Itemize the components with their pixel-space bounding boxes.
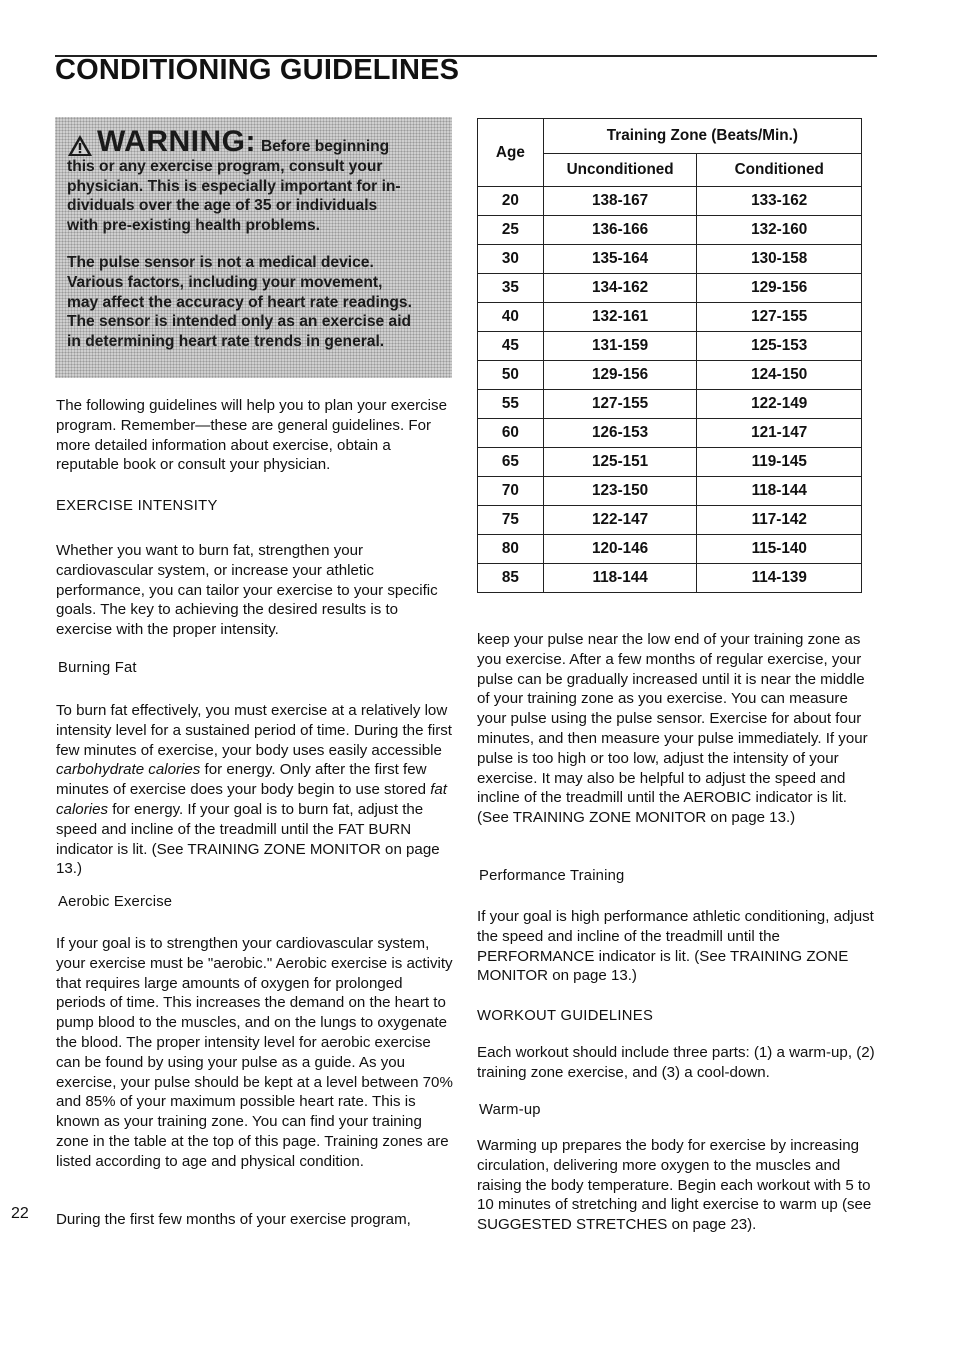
table-row bbox=[478, 564, 862, 593]
cell-conditioned: 114-139 bbox=[697, 564, 862, 593]
performance-text: If your goal is high performance athletic conditioning, adjust the speed and incline of the treadmill until the PERFORMANCE indicator is lit. (See TRAINING ZONE MONITOR on page 13.) bbox=[477, 908, 874, 985]
cell-age: 70 bbox=[478, 477, 544, 506]
burning-fat-text: for energy. If your goal is to burn fat, adjust the speed and incline of the treadmill until the FAT BURN indicator is lit. (See TRAINING ZONE MONITOR on page 13.) bbox=[56, 800, 440, 878]
cell-age: 30 bbox=[478, 245, 544, 274]
page-title: CONDITIONING GUIDELINES bbox=[55, 54, 460, 86]
cell-conditioned: 122-149 bbox=[697, 390, 862, 419]
cell-conditioned: 121-147 bbox=[697, 419, 862, 448]
warning-text: may affect the accuracy of heart rate readings. bbox=[67, 293, 412, 311]
header-age: Age bbox=[478, 119, 544, 187]
table-row bbox=[478, 477, 862, 506]
training-zone-table bbox=[477, 118, 862, 593]
cell-unconditioned: 118-144 bbox=[543, 564, 697, 593]
subheading-warm-up: Warm-up bbox=[479, 1102, 541, 1118]
exercise-intensity-text: Whether you want to burn fat, strengthen your cardiovascular system, or increase your athletic performance, you can tailor your exercise to your specific goals. The key to achieving the desired results is to exercise with the proper intensity. bbox=[56, 542, 438, 639]
aerobic-paragraph bbox=[56, 934, 456, 1172]
table-row bbox=[478, 187, 862, 216]
burning-fat-text: for energy. Only after the first few minutes of exercise does your body begin to use stored bbox=[56, 761, 431, 799]
cell-unconditioned: 125-151 bbox=[543, 448, 697, 477]
cell-conditioned: 124-150 bbox=[697, 361, 862, 390]
continued-text: keep your pulse near the low end of your training zone as you exercise. After a few months of regular exercise, your pulse can be gradually increased until it is near the middle of your training zone as you exercise. You can measure your pulse using the pulse sensor. Exercise for about four minutes, and then measure your pulse immediately. If your pulse is too high or too low, adjust the intensity of your exercise. It may also be helpful to adjust the speed and incline of the treadmill until the AEROBIC indicator is lit. (See TRAINING ZONE MONITOR on page 13.) bbox=[477, 631, 868, 827]
warning-box bbox=[55, 117, 452, 378]
table-row bbox=[478, 361, 862, 390]
section-heading-workout-guidelines: WORKOUT GUIDELINES bbox=[477, 1008, 654, 1024]
cell-age: 40 bbox=[478, 303, 544, 332]
during-text: During the first few months of your exercise program, bbox=[56, 1211, 411, 1228]
cell-age: 85 bbox=[478, 564, 544, 593]
cell-conditioned: 130-158 bbox=[697, 245, 862, 274]
table-row bbox=[478, 216, 862, 245]
burning-fat-paragraph bbox=[56, 701, 456, 879]
table-header-row bbox=[478, 119, 862, 154]
cell-unconditioned: 131-159 bbox=[543, 332, 697, 361]
cell-age: 35 bbox=[478, 274, 544, 303]
header-unconditioned: Unconditioned bbox=[543, 154, 697, 187]
continued-paragraph bbox=[477, 630, 877, 828]
table-row bbox=[478, 390, 862, 419]
cell-unconditioned: 120-146 bbox=[543, 535, 697, 564]
burning-fat-emphasis: fat calories bbox=[56, 781, 448, 818]
cell-age: 20 bbox=[478, 187, 544, 216]
warmup-paragraph bbox=[477, 1136, 877, 1235]
warning-text: with pre-existing health problems. bbox=[67, 216, 321, 234]
cell-unconditioned: 123-150 bbox=[543, 477, 697, 506]
table-row bbox=[478, 419, 862, 448]
warning-text: The pulse sensor is not a medical device. bbox=[67, 254, 374, 272]
cell-unconditioned: 127-155 bbox=[543, 390, 697, 419]
intro-text: The following guidelines will help you to plan your exercise program. Remember—these are general guidelines. For more detailed information about exercise, obtain a reputable book or consult your physician. bbox=[56, 397, 447, 474]
subheading-performance-training: Performance Training bbox=[479, 868, 625, 884]
during-paragraph bbox=[56, 1210, 456, 1230]
warning-text: dividuals over the age of 35 or individuals bbox=[67, 197, 378, 215]
cell-conditioned: 127-155 bbox=[697, 303, 862, 332]
section-heading-exercise-intensity: EXERCISE INTENSITY bbox=[56, 498, 218, 514]
cell-unconditioned: 135-164 bbox=[543, 245, 697, 274]
cell-unconditioned: 136-166 bbox=[543, 216, 697, 245]
warning-text: in determining heart rate trends in general. bbox=[67, 332, 385, 350]
warmup-text: Warming up prepares the body for exercise by increasing circulation, delivering more oxygen to the muscles and raising the body temperature. Begin each workout with 5 to 10 minutes of stretching and light exercise to warm up (see SUGGESTED STRETCHES on page 23). bbox=[477, 1137, 872, 1234]
cell-age: 50 bbox=[478, 361, 544, 390]
cell-age: 80 bbox=[478, 535, 544, 564]
header-conditioned: Conditioned bbox=[697, 154, 862, 187]
cell-conditioned: 129-156 bbox=[697, 274, 862, 303]
warning-text: Various factors, including your movement, bbox=[67, 273, 383, 291]
table-row bbox=[478, 274, 862, 303]
cell-age: 45 bbox=[478, 332, 544, 361]
table-row bbox=[478, 535, 862, 564]
intro-paragraph bbox=[56, 396, 456, 475]
table-row bbox=[478, 245, 862, 274]
workout-paragraph bbox=[477, 1043, 877, 1083]
cell-age: 25 bbox=[478, 216, 544, 245]
subheading-aerobic-exercise: Aerobic Exercise bbox=[58, 894, 173, 910]
burning-fat-text: To burn fat effectively, you must exercise at a relatively low intensity level for a sustained period of time. During the first few minutes of exercise, your body uses easily accessible bbox=[56, 702, 452, 759]
warning-first-line bbox=[67, 127, 440, 157]
table-row bbox=[478, 303, 862, 332]
cell-age: 55 bbox=[478, 390, 544, 419]
page-number: 22 bbox=[11, 1205, 29, 1222]
cell-unconditioned: 132-161 bbox=[543, 303, 697, 332]
warning-text: this or any exercise program, consult your bbox=[67, 158, 383, 175]
table-row bbox=[478, 332, 862, 361]
cell-conditioned: 132-160 bbox=[697, 216, 862, 245]
subheading-burning-fat: Burning Fat bbox=[58, 660, 137, 676]
cell-conditioned: 133-162 bbox=[697, 187, 862, 216]
cell-conditioned: 118-144 bbox=[697, 477, 862, 506]
warning-text: physician. This is especially important for in- bbox=[67, 177, 401, 195]
workout-text: Each workout should include three parts: (1) a warm-up, (2) training zone exercise, and (3) a cool-down. bbox=[477, 1044, 875, 1081]
cell-unconditioned: 126-153 bbox=[543, 419, 697, 448]
cell-unconditioned: 129-156 bbox=[543, 361, 697, 390]
header-training-zone: Training Zone (Beats/Min.) bbox=[543, 119, 861, 154]
warning-text: The sensor is intended only as an exercise aid bbox=[67, 313, 412, 331]
cell-unconditioned: 134-162 bbox=[543, 274, 697, 303]
warning-spacer bbox=[67, 235, 440, 253]
warning-word: WARNING: bbox=[97, 125, 256, 158]
burning-fat-emphasis: carbohydrate calories bbox=[56, 761, 201, 779]
cell-conditioned: 119-145 bbox=[697, 448, 862, 477]
warning-text: Before beginning bbox=[260, 138, 390, 156]
cell-unconditioned: 138-167 bbox=[543, 187, 697, 216]
performance-paragraph bbox=[477, 907, 877, 986]
cell-age: 65 bbox=[478, 448, 544, 477]
cell-age: 75 bbox=[478, 506, 544, 535]
cell-conditioned: 117-142 bbox=[697, 506, 862, 535]
exercise-intensity-paragraph bbox=[56, 541, 456, 640]
cell-age: 60 bbox=[478, 419, 544, 448]
cell-unconditioned: 122-147 bbox=[543, 506, 697, 535]
warning-triangle-icon bbox=[67, 134, 93, 157]
table-row bbox=[478, 506, 862, 535]
aerobic-text: If your goal is to strengthen your cardiovascular system, your exercise must be "aerobic." Aerobic exercise is activity that requires large amounts of oxygen for prolonged periods of time. This increases the demand on the heart to pump blood to the muscles, and on the lungs to oxygenate the blood. The proper intensity level for aerobic exercise can be found by using your pulse as a guide. As you exercise, your pulse should be kept at a level between 70% and 85% of your maximum possible heart rate. This is known as your training zone. You can find your training zone in the table at the top of this page. Training zones are listed according to age and physical condition. bbox=[56, 935, 453, 1170]
table-row bbox=[478, 448, 862, 477]
cell-conditioned: 125-153 bbox=[697, 332, 862, 361]
cell-conditioned: 115-140 bbox=[697, 535, 862, 564]
